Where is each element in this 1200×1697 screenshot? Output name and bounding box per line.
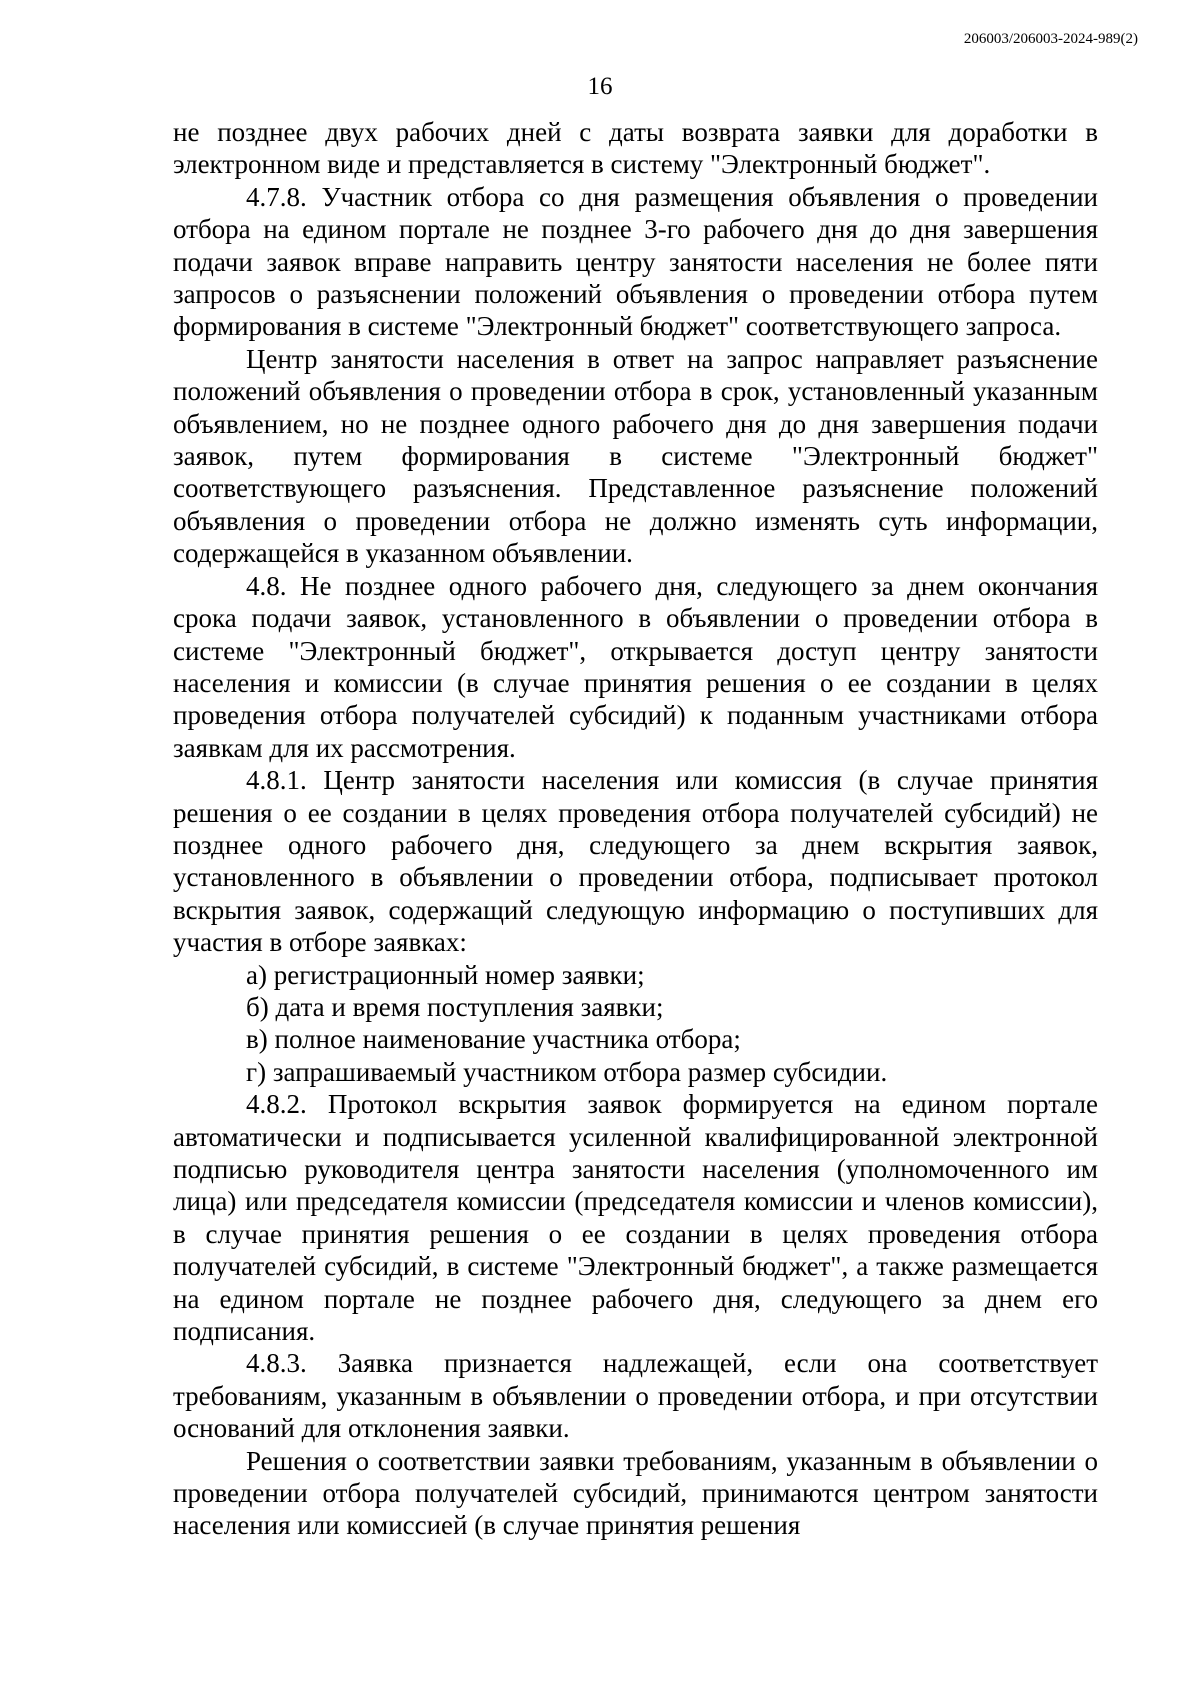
list-item-g: г) запрашиваемый участником отбора размер субсидии. [246,1056,888,1087]
paragraph-continuation: не позднее двух рабочих дней с даты возврата заявки для доработки в электронном виде и представляется в систему "Электронный бюджет". [173,117,1098,180]
list-item-a: а) регистрационный номер заявки; [246,959,645,990]
paragraph-4-8-1: 4.8.1. Центр занятости населения или комиссия (в случае принятия решения о ее создании в целях проведения отбора получателей субсидий) не позднее одного рабочего дня, следующего за днем вскрытия заявок, установленного в объявлении о проведении отбора, подписывает протокол вскрытия заявок, содержащий следующую информацию о поступивших для участия в отборе заявках: [173,765,1098,958]
document-id: 206003/206003-2024-989(2) [963,31,1138,47]
paragraph-4-8: 4.8. Не позднее одного рабочего дня, следующего за днем окончания срока подачи заявок, установленного в объявлении о проведении отбора в системе "Электронный бюджет", открывается доступ центру занятости населения и комиссии (в случае принятия решения о ее создании в целях проведения отбора получателей субсидий) к поданным участниками отбора заявкам для их рассмотрения. [173,570,1098,763]
paragraph-4-8-2: 4.8.2. Протокол вскрытия заявок формируется на едином портале автоматически и подписывается усиленной квалифицированной электронной подписью руководителя центра занятости населения (уполномоченного им лица) или председателя комиссии (председателя комиссии и членов комиссии), в случае принятия решения о ее создании в целях проведения отбора получателей субсидий, в системе "Электронный бюджет", а также размещается на едином портале не позднее рабочего дня, следующего за днем его подписания. [173,1089,1098,1347]
list-item-b: б) дата и время поступления заявки; [246,991,664,1022]
list-item-v: в) полное наименование участника отбора; [246,1024,741,1055]
paragraph-4-8-3: 4.8.3. Заявка признается надлежащей, если она соответствует требованиям, указанным в объявлении о проведении отбора, и при отсутствии оснований для отклонения заявки. [173,1348,1098,1444]
paragraph-clarification-response: Центр занятости населения в ответ на запрос направляет разъяснение положений объявления о проведении отбора в срок, установленный указанным объявлением, но не позднее одного рабочего дня до дня завершения подачи заявок, путем формирования в системе "Электронный бюджет" соответствующего разъяснения. Представленное разъяснение положений объявления о проведении отбора не должно изменять суть информации, содержащейся в указанном объявлении. [173,343,1098,569]
document-body [173,116,1098,1542]
paragraph-4-7-8: 4.7.8. Участник отбора со дня размещения объявления о проведении отбора на едином портале не позднее 3-го рабочего дня до дня завершения подачи заявок вправе направить центру занятости населения не более пяти запросов о разъяснении положений объявления о проведении отбора путем формирования в системе "Электронный бюджет" соответствующего запроса. [173,181,1098,342]
paragraph-decisions: Решения о соответствии заявки требованиям, указанным в объявлении о проведении отбора получателей субсидий, принимаются центром занятости населения или комиссией (в случае принятия решения [173,1445,1098,1541]
page-number: 16 [587,73,613,100]
